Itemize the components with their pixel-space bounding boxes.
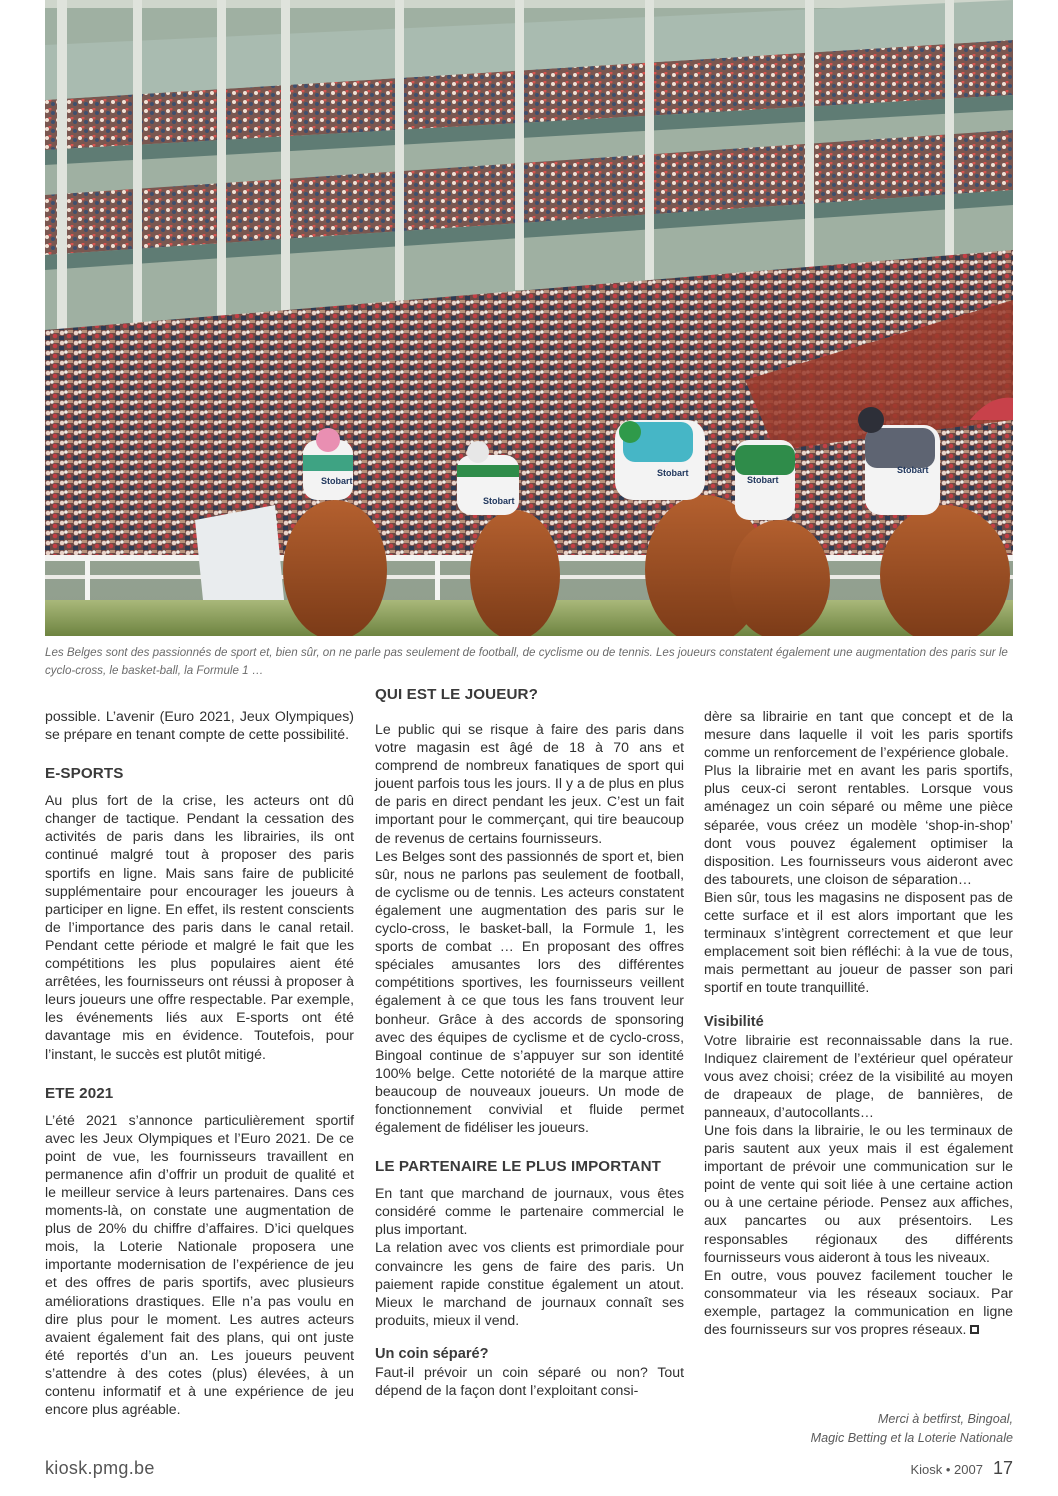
- paragraph: Bien sûr, tous les magasins ne disposent pas de cette surface et il est alors important que les terminaux s’intègrent correctement et que leur emplacement soit bien réfléchi: à la vue de tous, mais permettant au joueur de passer son pari sportif en toute tranquillité.: [704, 888, 1013, 996]
- section-heading-joueur: QUI EST LE JOUEUR?: [375, 686, 538, 703]
- column-3: [704, 707, 1013, 1338]
- paragraph: Le public qui se risque à faire des paris dans votre magasin est âgé de 18 à 70 ans et comprend de nombreux fanatiques de sport qui jouent parfois tous les jours. Il y a de plus en plus de paris en direct pendant les jeux. C’est un fait important pour le commerçant, qui tire beaucoup de revenus de certains fournisseurs.: [375, 721, 684, 846]
- credits: [704, 1410, 1013, 1448]
- photo-caption: Les Belges sont des passionnés de sport et, bien sûr, on ne parle pas seulement de football, de cyclisme ou de tennis. Les joueurs constatent également une augmentation des paris sur le cyclo-cross, le basket-ball, la Formule 1 …: [45, 646, 1008, 677]
- footer-issue: [910, 1458, 1013, 1479]
- paragraph: Une fois dans la librairie, le ou les terminaux de paris sautent aux yeux mais il est également important de prévoir une communication sur le point de vente qui soit liée à une certaine action ou à une certaine période. Pensez aux affiches, aux pancartes ou aux présentoirs. Les responsables régionaux des différents fournisseurs vous aideront à tous les niveaux.: [704, 1121, 1013, 1265]
- paragraph: Faut-il prévoir un coin séparé ou non? Tout dépend de la façon dont l’exploitant consi-: [375, 1363, 684, 1398]
- jockey-silk-text: Stobart: [897, 465, 929, 475]
- column-2: [375, 686, 684, 1399]
- paragraph: dère sa librairie en tant que concept et de la mesure dans laquelle il voit les paris sportifs comme un renforcement de l’expérience globale.: [704, 708, 1013, 761]
- paragraph: L’été 2021 s’annonce particulièrement sportif avec les Jeux Olympiques et l’Euro 2021. De ce point de vue, les fournisseurs travaillent en permanence afin d’offrir un produit de qualité et le meilleur service à leurs partenaires. Dans ces moments-là, on constate une augmentation de plus de 20% du chiffre d’affaires. D’ici quelques mois, la Loterie Nationale proposera une importante modernisation de l’expérience de jeu et des offres de paris sportifs, avec plusieurs améliorations drastiques. Elle n’a pas voulu en dire plus pour le moment. Les autres acteurs avaient également fait des plans, qui ont juste été reportés d’un an. Les joueurs peuvent s’attendre à des cotes (plus) élevées, à un contenu informatif et à une expérience de jeu encore plus agréable.: [45, 1111, 354, 1418]
- race-photo: [45, 0, 1013, 636]
- paragraph: En tant que marchand de journaux, vous êtes considéré comme le partenaire commercial le plus important.: [375, 1185, 684, 1238]
- section-heading-ete-2021: ETE 2021: [45, 1084, 114, 1102]
- footer-website: kiosk.pmg.be: [45, 1458, 155, 1478]
- paragraph: possible. L’avenir (Euro 2021, Jeux Olympiques) se prépare en tenant compte de cette possibilité.: [45, 708, 354, 743]
- jockey-silk-text: Stobart: [483, 496, 515, 506]
- credits-line: Merci à betfirst, Bingoal,: [877, 1412, 1013, 1426]
- paragraph: Votre librairie est reconnaissable dans la rue. Indiquez clairement de l’extérieur quel opérateur vous avez choisi; créez de la visibilité au moyen de drapeaux de plage, de bannières, de panneaux, d’autocollants…: [704, 1031, 1013, 1120]
- subheading-visibilite: Visibilité: [704, 1013, 764, 1030]
- paragraph: Plus la librairie met en avant les paris sportifs, plus ceux-ci seront rentables. Lorsque vous aménagez un coin séparé ou même une pièce séparée, vous créez un modèle ‘shop-in-shop’ dont vous pouvez également optimiser la disposition. Les fournisseurs vous aideront avec des tabourets, une cloison de séparation…: [704, 762, 1013, 887]
- paragraph: Les Belges sont des passionnés de sport et, bien sûr, nous ne parlons pas seulement de football, de cyclisme ou de tennis. Les acteurs constatent également une augmentation des paris sur le cyclo-cross, le basket-ball, la Formule 1, les sports de combat … En proposant des offres spéciales amusantes lors des différentes compétitions sportives, les fournisseurs veillent également à ce que tous les fans trouvent leur bonheur. Grâce à des accords de sponsoring avec des équipes de cyclisme et de cyclo-cross, Bingoal continue de s’appuyer sur son identité 100% belge. Cette notoriété de la marque attire beaucoup de nouveaux joueurs. Un mode de fonctionnement convivial et fluide permet également de fidéliser les joueurs.: [375, 847, 684, 1136]
- paragraph: [704, 1266, 1013, 1338]
- section-heading-partenaire: LE PARTENAIRE LE PLUS IMPORTANT: [375, 1158, 662, 1176]
- jockey-silk-text: Stobart: [657, 468, 689, 478]
- paragraph: La relation avec vos clients est primordiale pour convaincre les gens de faire des paris. Un paiement rapide constitue également un atout. Mieux le marchand de journaux connaît ses produits, mieux il vend.: [375, 1239, 684, 1328]
- paragraph-text: En outre, vous pouvez facilement toucher le consommateur via les réseaux sociaux. Par exemple, partagez la communication en ligne des fournisseurs sur vos propres réseaux.: [704, 1266, 1013, 1337]
- issue-label: Kiosk • 2007: [910, 1462, 983, 1477]
- jockey-silk-text: Stobart: [747, 475, 779, 485]
- end-of-article-icon: [970, 1325, 979, 1334]
- section-heading-esports: E-SPORTS: [45, 765, 124, 783]
- jockey-silk-text: Stobart: [321, 476, 353, 486]
- page-number: 17: [992, 1458, 1013, 1478]
- subheading-coin-separe: Un coin séparé?: [375, 1345, 489, 1362]
- column-1: [45, 707, 354, 1418]
- paragraph: Au plus fort de la crise, les acteurs ont dû changer de tactique. Pendant la cessation des activités de paris dans les librairies, ils ont continué malgré tout à proposer des paris sportifs en ligne. Mais sans faire de publicité supplémentaire pour encourager les joueurs à participer en ligne. En effet, ils restent conscients de l’importance des paris dans le canal retail. Pendant cette période et malgré le fait que les compétitions les plus populaires aient été arrêtées, les fournisseurs ont réussi à proposer à leurs joueurs une offre respectable. Par exemple, les événements liés aux E-sports ont été davantage mis en évidence. Toutefois, pour l’instant, le succès est plutôt mitigé.: [45, 792, 354, 1062]
- credits-line: Magic Betting et la Loterie Nationale: [810, 1431, 1013, 1445]
